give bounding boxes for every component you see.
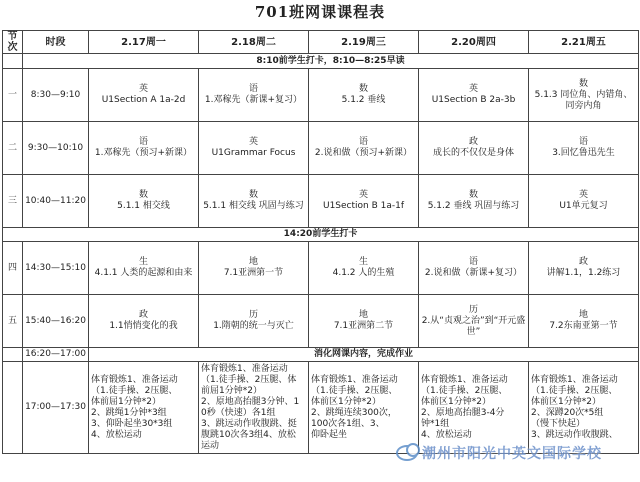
pe-line: 3、仰卧起坐30*3组: [91, 418, 173, 429]
topic-label: U1单元复习: [559, 201, 608, 211]
topic-label: 7.1亚洲第二节: [333, 321, 394, 331]
schedule-row: [3, 242, 639, 295]
period-number: 三: [3, 175, 23, 228]
pe-line: （1.徒手操、2压腿、: [311, 385, 398, 396]
course-cell: [89, 69, 199, 122]
subject-label: 英: [248, 137, 258, 147]
pe-line: 2、跳绳连续300次，: [311, 407, 397, 418]
subject-label: 数: [358, 84, 368, 94]
topic-label: 1.1悄悄变化的我: [109, 321, 178, 331]
topic-label: 5.1.3 同位角、内错角、同旁内角: [534, 89, 633, 111]
period-number: 五: [3, 295, 23, 348]
schedule-row: [3, 295, 639, 348]
header-cell: 时段: [23, 31, 89, 54]
course-cell: [89, 175, 199, 228]
time-cell: 16:20—17:00: [23, 348, 89, 362]
afternoon-rows: [3, 242, 639, 348]
topic-label: U1Section A 1a-2d: [101, 95, 186, 105]
pe-line: （1.徒手操、2压腿、: [531, 385, 618, 396]
period-number: 四: [3, 242, 23, 295]
watermark-text: 潮州市阳光中英文国际学校: [422, 446, 602, 462]
topic-label: 4.1.1 人类的起源和由来: [94, 268, 193, 278]
subject-label: 历: [468, 304, 478, 315]
topic-label: 成长的不仅仅是身体: [432, 148, 514, 158]
topic-label: 5.1.1 相交线: [117, 201, 170, 211]
course-cell: [199, 69, 309, 122]
pe-line: 仰卧起坐: [311, 429, 348, 440]
subject-label: 政: [138, 310, 148, 320]
topic-label: 7.1亚洲第一节: [223, 268, 284, 278]
pe-line: 腹跳10次各3组4、放松: [201, 429, 296, 440]
time-cell: 17:00—17:30: [23, 362, 89, 454]
course-cell: [89, 295, 199, 348]
topic-label: 1.邓稼先（新课+复习）: [204, 95, 303, 105]
header-cell: 2.19周三: [309, 31, 419, 54]
course-cell: [529, 122, 639, 175]
morning-rows: [3, 69, 639, 228]
pe-line: 3、跳远动作收腹跳、挺: [201, 418, 297, 429]
subject-label: 政: [578, 257, 588, 267]
topic-label: U1Section B 2a-3b: [431, 95, 516, 105]
schedule-row: [3, 175, 639, 228]
topic-label: 5.1.2 垂线 巩固与练习: [427, 201, 520, 211]
pe-line: 4、放松运动: [91, 429, 142, 440]
subject-label: 历: [248, 310, 258, 320]
pe-line: 0秒（快速）各1组: [201, 407, 276, 418]
subject-label: 英: [468, 84, 478, 94]
course-cell: [309, 122, 419, 175]
pe-line: 2、跳绳1分钟*3组: [91, 407, 167, 418]
subject-label: 生: [358, 257, 368, 267]
time-cell: 10:40—11:20: [23, 175, 89, 228]
noon-note-row: [3, 228, 639, 242]
subject-label: 政: [468, 137, 478, 147]
course-cell: [199, 122, 309, 175]
subject-label: 英: [358, 190, 368, 200]
morning-note-row: [3, 54, 639, 69]
wechat-icon: [396, 445, 418, 461]
subject-label: 语: [578, 137, 588, 147]
pe-line: 体前屈1分钟*2）: [91, 396, 161, 407]
pe-line: （慢下快起）: [531, 418, 586, 429]
topic-label: 2.说和做（新课+复习）: [424, 268, 523, 278]
pe-line: （1.徒手操、2压腿、: [91, 385, 178, 396]
subject-label: 地: [358, 310, 368, 320]
time-cell: 14:30—15:10: [23, 242, 89, 295]
subject-label: 地: [578, 310, 588, 320]
pe-line: 前屈1分钟*2）: [201, 385, 262, 396]
pe-line: 3、跳远动作收腹跳、: [531, 429, 618, 440]
watermark: [396, 440, 636, 466]
topic-label: U1Grammar Focus: [211, 148, 296, 158]
topic-label: 5.1.1 相交线 巩固与练习: [203, 201, 304, 211]
noon-note: 14:20前学生打卡: [3, 228, 639, 242]
schedule-table: [2, 30, 639, 454]
topic-label: 7.2东南亚第一节: [549, 321, 618, 331]
time-cell: 15:40—16:20: [23, 295, 89, 348]
subject-label: 语: [138, 137, 148, 147]
topic-label: 4.1.2 人的生殖: [332, 268, 395, 278]
course-cell: [529, 295, 639, 348]
pe-line: （1.徒手操、2压腿、体: [201, 374, 297, 385]
subject-label: 数: [578, 78, 588, 89]
topic-label: U1Section B 1a-1f: [322, 201, 405, 211]
pe-cell: [89, 362, 199, 454]
time-cell: 8:30—9:10: [23, 69, 89, 122]
pe-line: 体前区1分钟*2）: [421, 396, 491, 407]
pe-line: 体前区1分钟*2）: [531, 396, 601, 407]
course-cell: [309, 242, 419, 295]
topic-label: 1.隋朝的统一与灭亡: [213, 321, 294, 331]
course-cell: [199, 242, 309, 295]
subject-label: 数: [138, 190, 148, 200]
pe-line: 2、原地高抬腿3分钟、1: [201, 396, 300, 407]
header-row: [3, 31, 639, 54]
schedule-row: [3, 122, 639, 175]
evening-note: 消化网课内容，完成作业: [89, 348, 639, 362]
course-cell: [89, 122, 199, 175]
topic-label: 3.回忆鲁迅先生: [552, 148, 615, 158]
header-cell: 2.20周四: [419, 31, 529, 54]
pe-line: 体育锻炼1、准备运动: [201, 363, 288, 374]
subject-label: 数: [468, 190, 478, 200]
pe-line: 100次各1组、3、: [311, 418, 385, 429]
course-cell: [529, 69, 639, 122]
pe-line: 2、原地高抬腿3-4分: [421, 407, 505, 418]
course-cell: [199, 175, 309, 228]
pe-line: 体前区1分钟*2）: [311, 396, 381, 407]
pe-line: 体育锻炼1、准备运动: [421, 374, 508, 385]
course-cell: [89, 242, 199, 295]
course-cell: [529, 242, 639, 295]
period-number: 二: [3, 122, 23, 175]
topic-label: 2.说和做（预习+新课）: [314, 148, 413, 158]
course-cell: [529, 175, 639, 228]
pe-line: 钟*1组: [421, 418, 450, 429]
topic-label: 5.1.2 垂线: [341, 95, 386, 105]
course-cell: [309, 69, 419, 122]
schedule-row: [3, 69, 639, 122]
subject-label: 英: [578, 190, 588, 200]
topic-label: 1.邓稼先（预习+新课）: [94, 148, 193, 158]
topic-label: 讲解1.1，1.2练习: [546, 268, 621, 278]
course-cell: [419, 175, 529, 228]
course-cell: [309, 175, 419, 228]
subject-label: 语: [468, 257, 478, 267]
row-1620: [3, 348, 639, 362]
pe-line: 4、放松运动: [421, 429, 472, 440]
course-cell: [419, 69, 529, 122]
subject-label: 语: [248, 84, 258, 94]
pe-cell: [199, 362, 309, 454]
subject-label: 英: [138, 84, 148, 94]
time-cell: 9:30—10:10: [23, 122, 89, 175]
pe-line: 2、深蹲20次*5组: [531, 407, 604, 418]
course-cell: [419, 122, 529, 175]
pe-line: 运动: [201, 440, 220, 451]
pe-line: 体育锻炼1、准备运动: [311, 374, 398, 385]
subject-label: 生: [138, 257, 148, 267]
header-cell: 2.18周二: [199, 31, 309, 54]
period-number: 一: [3, 69, 23, 122]
subject-label: 数: [248, 190, 258, 200]
pe-line: 体育锻炼1、准备运动: [531, 374, 618, 385]
header-cell: 2.17周一: [89, 31, 199, 54]
header-cell: 节次: [3, 31, 23, 54]
subject-label: 地: [248, 257, 258, 267]
pe-line: （1.徒手操、2压腿、: [421, 385, 508, 396]
schedule-title: 701班网课课程表: [254, 3, 386, 21]
pe-line: 体育锻炼1、准备运动: [91, 374, 178, 385]
topic-label: 2.从“贞观之治”到“开元盛世”: [421, 315, 526, 337]
course-cell: [419, 242, 529, 295]
course-cell: [309, 295, 419, 348]
course-cell: [199, 295, 309, 348]
header-cell: 2.21周五: [529, 31, 639, 54]
morning-note: 8:10前学生打卡，8:10—8:25早读: [23, 54, 639, 69]
course-cell: [419, 295, 529, 348]
subject-label: 语: [358, 137, 368, 147]
